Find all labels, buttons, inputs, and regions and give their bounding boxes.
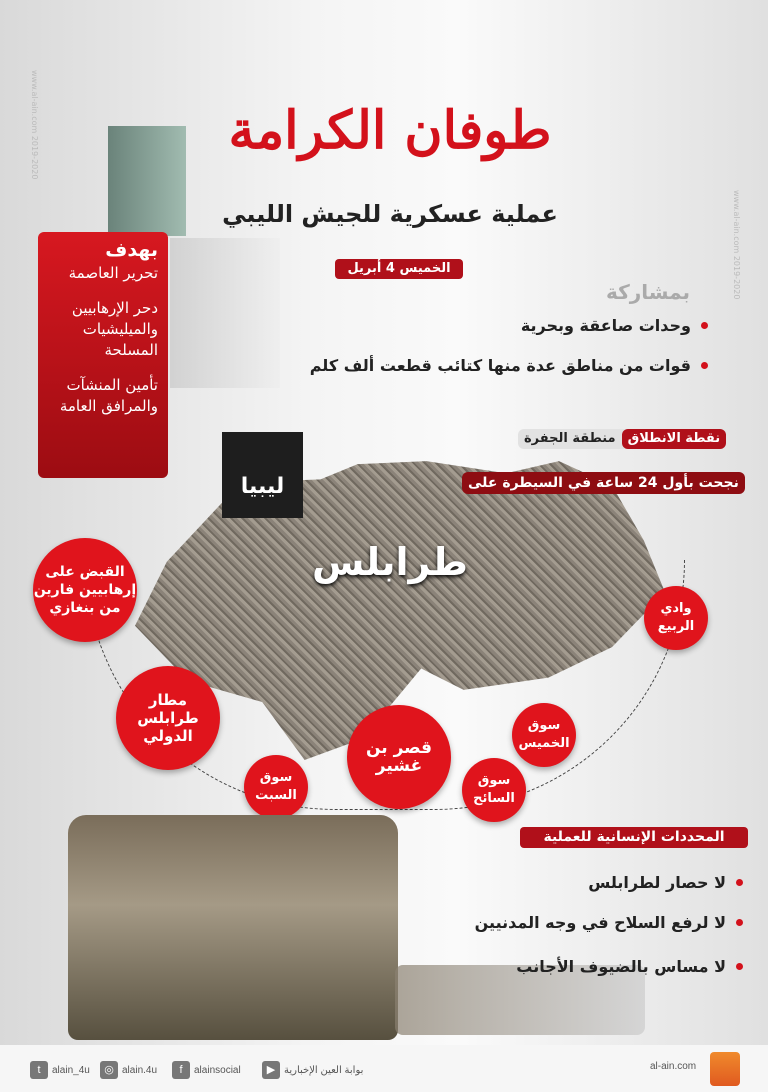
participation-label: بمشاركة [605,280,690,304]
goal-item: تحرير العاصمة [68,264,158,282]
instagram-handle: alain.4u [122,1064,158,1076]
military-vehicle-photo [68,815,398,1040]
twitter-handle: alain_4u [52,1064,90,1076]
location-circle: سوق السبت [244,755,308,819]
location-circle: وادي الربيع [644,586,708,650]
page-title: طوفان الكرامة [228,100,552,161]
goal-box [38,232,168,478]
twitter-link[interactable] [30,1061,90,1079]
watermark: www.al-ain.com 2019-2020 [30,70,39,180]
goal-heading: بهدف [105,239,158,261]
country-label: ليبيا [240,474,285,499]
item-text: لا لرفع السلاح في وجه المدنيين [474,913,726,932]
libya-inset [222,432,303,518]
footer [0,1045,768,1092]
instagram-icon: ◎ [100,1061,118,1079]
item-text: لا حصار لطرابلس [588,873,726,892]
humanitarian-item [475,913,743,932]
subtitle: عملية عسكرية للجيش الليبي [222,200,558,228]
location-circle: مطار طرابلس الدولي [116,666,220,770]
location-circle: سوق الخميس [512,703,576,767]
instagram-link[interactable] [100,1061,157,1079]
goal-item: تأمين المنشآت والمرافق العامة [59,376,158,415]
launch-label: نقطة الانطلاق [622,429,727,449]
building-photo [108,126,186,236]
location-circle: القبض على إرهابيين فارين من بنغازي [33,538,137,642]
bullet-icon [736,963,743,970]
location-circle: قصر بن غشير [347,705,451,809]
al-ain-logo [710,1052,740,1086]
item-text: لا مساس بالضيوف الأجانب [516,957,726,976]
launch-point [518,429,726,449]
site-link[interactable] [650,1061,696,1072]
twitter-icon: t [30,1061,48,1079]
youtube-link[interactable] [262,1061,363,1079]
bullet-icon [736,919,743,926]
facebook-icon: f [172,1061,190,1079]
youtube-handle: بوابة العين الإخبارية [284,1064,364,1076]
goal-item: دحر الإرهابيين والميليشيات المسلحة [71,299,158,359]
bullet-icon [701,322,708,329]
site-url: al-ain.com [650,1061,697,1072]
facebook-link[interactable] [172,1061,241,1079]
participation-item [310,356,708,375]
facebook-handle: alainsocial [194,1064,241,1076]
bullet-icon [701,362,708,369]
launch-value: منطقة الجفرة [524,431,616,446]
success-banner: نجحت بأول 24 ساعة في السيطرة على [462,472,745,494]
humanitarian-item [516,957,743,976]
item-text: وحدات صاعقة وبحرية [520,316,691,335]
date-badge: الخميس 4 أبريل [335,259,463,279]
youtube-icon: ▶ [262,1061,280,1079]
location-circle: سوق السائح [462,758,526,822]
bullet-icon [736,879,743,886]
humanitarian-heading: المحددات الإنسانية للعملية [520,827,748,848]
participation-item [521,316,708,335]
city-label: طرابلس [312,540,468,584]
humanitarian-item [588,873,743,892]
building-photo [170,238,280,388]
watermark: www.al-ain.com 2019-2020 [732,190,741,300]
item-text: قوات من مناطق عدة منها كتائب قطعت ألف كلم [309,356,691,375]
